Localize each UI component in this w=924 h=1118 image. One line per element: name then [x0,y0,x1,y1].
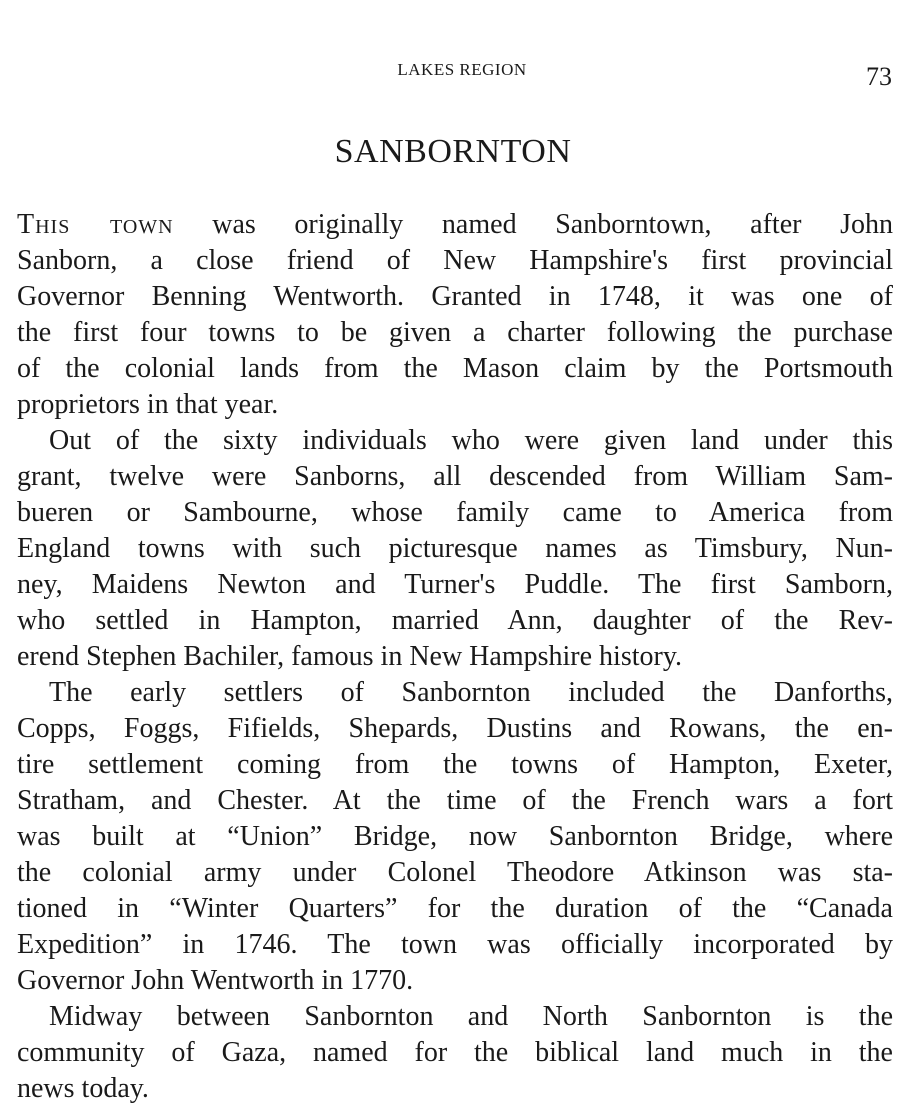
text-line: Sanborn, a close friend of New Hampshire's first provincial [17,245,893,276]
paragraph-4 [17,999,893,1107]
text-line: the colonial army under Colonel Theodore Atkinson was sta- [17,857,893,888]
paragraph-3 [17,675,893,999]
text-line: Expedition” in 1746. The town was officially incorporated by [17,929,893,960]
text-line: England towns with such picturesque names as Timsbury, Nun- [17,533,893,564]
paragraph-2 [17,423,893,675]
text-line: grant, twelve were Sanborns, all descended from William Sam- [17,461,893,492]
text-line: The early settlers of Sanbornton included the Danforths, [49,677,893,708]
text-line [17,207,893,243]
text-line: Copps, Foggs, Fifields, Shepards, Dustins and Rowans, the en- [17,713,893,744]
text-line: erend Stephen Bachiler, famous in New Hampshire history. [17,641,682,672]
page-number: 73 [866,62,892,91]
body-text [17,207,893,1107]
text-line: news today. [17,1073,149,1104]
text-line: Out of the sixty individuals who were given land under this [49,425,893,456]
text-line: of the colonial lands from the Mason claim by the Portsmouth [17,353,893,384]
paragraph-1 [17,207,893,423]
running-head: LAKES REGION [397,60,527,79]
text-line-content: was originally named Sanborntown, after John [173,209,893,240]
chapter-title: SANBORNTON [334,133,572,170]
text-line: tire settlement coming from the towns of Hampton, Exeter, [17,749,893,780]
text-line: proprietors in that year. [17,389,279,420]
text-line: community of Gaza, named for the biblical land much in the [17,1037,893,1068]
text-line: ney, Maidens Newton and Turner's Puddle. The first Samborn, [17,569,893,600]
text-line: Governor John Wentworth in 1770. [17,965,414,996]
lead-small-caps: This town [17,209,174,240]
text-line: Midway between Sanbornton and North Sanbornton is the [49,1001,893,1032]
text-line: the first four towns to be given a charter following the purchase [17,317,893,348]
text-line: bueren or Sambourne, whose family came to America from [17,497,893,528]
text-line: Governor Benning Wentworth. Granted in 1748, it was one of [17,281,893,312]
text-line: Stratham, and Chester. At the time of the French wars a fort [17,785,893,816]
text-line: who settled in Hampton, married Ann, daughter of the Rev- [17,605,893,636]
text-line: was built at “Union” Bridge, now Sanbornton Bridge, where [17,821,893,852]
text-line: tioned in “Winter Quarters” for the duration of the “Canada [17,893,893,924]
